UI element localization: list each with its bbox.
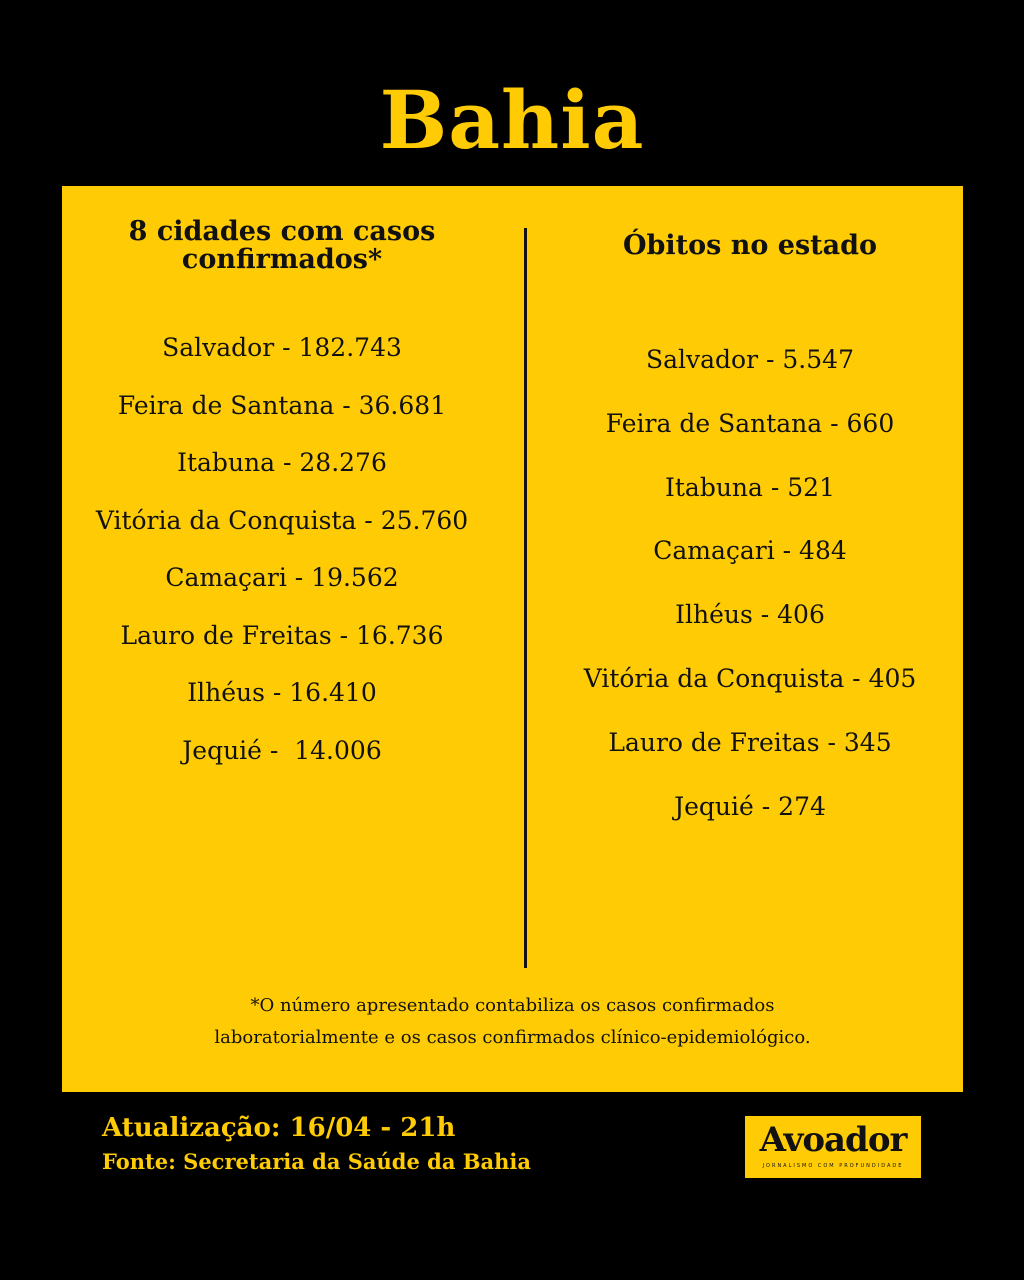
confirmed-cases-column [62,186,502,792]
avoador-logo [745,1116,921,1178]
list-item: Vitória da Conquista - 25.760 [95,505,469,535]
confirmed-cases-heading [62,218,502,278]
list-item: Camaçari - 19.562 [165,563,399,592]
logo-wordmark: Avoador [759,1120,907,1160]
deaths-heading: Óbitos no estado [622,230,877,261]
list-item: Itabuna - 521 [665,472,835,502]
confirmed-cases-heading-line1: 8 cidades com casos [128,216,436,247]
list-item: Ilhéus - 406 [675,600,825,630]
footnote-line2: laboratorialmente e os casos confirmados clínico-epidemiológico. [214,1027,811,1048]
list-item: Lauro de Freitas - 16.736 [120,620,444,650]
confirmed-cases-heading-line2: confirmados* [181,244,383,275]
info-panel [62,186,963,1092]
list-item: Salvador - 5.547 [646,345,854,374]
list-item: Vitória da Conquista - 405 [583,663,917,693]
footer [102,1110,531,1178]
deaths-list [550,344,950,854]
logo-tagline: JORNALISMO COM PROFUNDIDADE [762,1163,904,1169]
data-source: Fonte: Secretaria da Saúde da Bahia [102,1149,531,1174]
footnote [62,990,963,1054]
deaths-column [550,186,950,854]
list-item: Itabuna - 28.276 [177,448,387,477]
list-item: Salvador - 182.743 [162,333,402,362]
list-item: Ilhéus - 16.410 [187,678,377,707]
list-item: Camaçari - 484 [653,536,847,566]
footnote-line1: *O número apresentado contabiliza os casos confirmados [250,995,775,1016]
list-item: Jequié - 14.006 [182,735,382,765]
list-item: Feira de Santana - 36.681 [117,390,447,420]
page-title: Bahia [379,73,645,167]
confirmed-cases-list [62,332,502,792]
list-item: Jequié - 274 [674,791,826,821]
list-item: Lauro de Freitas - 345 [608,727,892,757]
list-item: Feira de Santana - 660 [605,408,895,438]
column-divider [524,228,527,968]
update-timestamp: Atualização: 16/04 - 21h [102,1113,456,1143]
